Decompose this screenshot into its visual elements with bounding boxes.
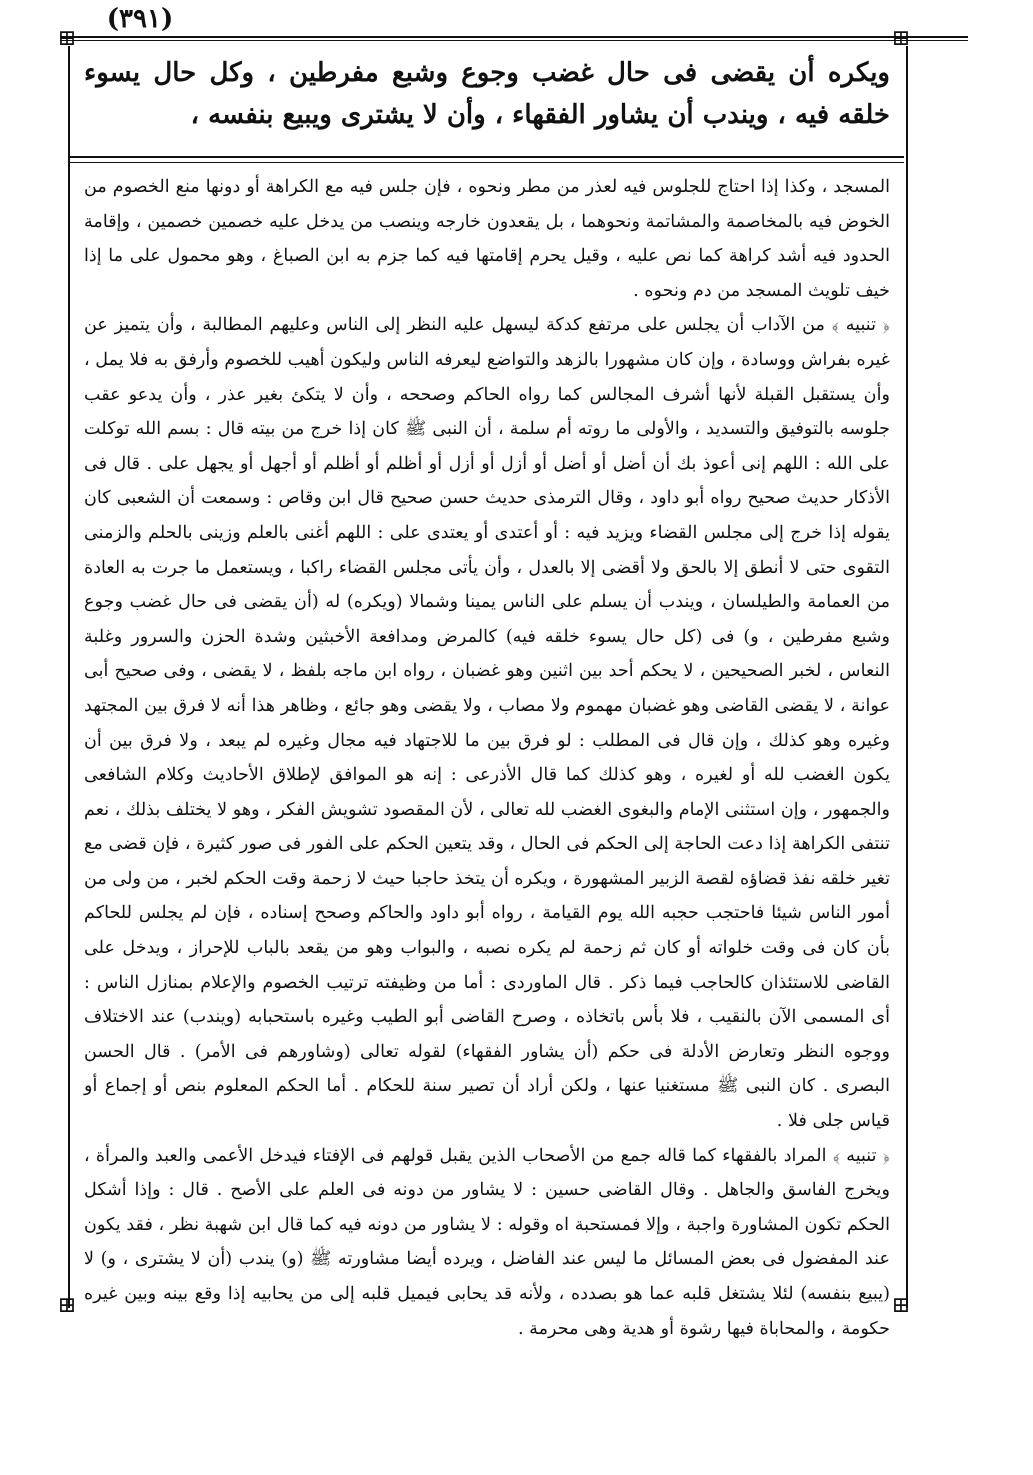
page-number: (٣٩١) [106, 4, 174, 34]
corner-ornament-icon: ⊞ [891, 26, 911, 51]
section-separator [70, 156, 904, 158]
commentary-text [84, 170, 890, 1339]
top-rule-inner [60, 40, 968, 41]
top-rule [60, 36, 968, 38]
corner-ornament-icon: ⊞ [57, 26, 77, 51]
commentary-paragraph: ﴿ تنبيه ﴾ من الآداب أن يجلس على مرتفع كدكة ليسهل عليه النظر إلى الناس وعليهم المطالبة ، وأن يتميز عن غيره بفراش ووسادة ، وإن كان مشهورا بالزهد والتواضع ليعرفه الناس وليكون أهيب للخصوم وأرفق به فلا يمل ، وأن يستقبل القبلة لأنها أشرف المجالس كما رواه الحاكم وصححه ، وأن لا يتكئ بغير عذر ، وأن يدعو عقب جلوسه بالتوفيق والتسديد ، والأولى ما روته أم سلمة ، أن النبى ﷺ كان إذا خرج من بيته قال : بسم الله توكلت على الله : اللهم إنى أعوذ بك أن أضل أو أضل أو أزل أو أزل أو أظلم أو أظلم أو أجهل أو يجهل على . قال فى الأذكار حديث صحيح رواه أبو داود ، وقال الترمذى حديث حسن صحيح قال ابن وقاص : وسمعت أن الشعبى كان يقوله إذا خرج إلى مجلس القضاء ويزيد فيه : أو أعتدى أو يعتدى على : اللهم أغنى بالعلم وزينى بالحلم والزمنى التقوى حتى لا أنطق إلا بالحق ولا أقضى إلا بالعدل ، وأن يأتى مجلس القضاء راكبا ، ويستعمل ما جرت به العادة من العمامة والطيلسان ، ويندب أن يسلم على الناس يمينا وشمالا (ويكره) له (أن يقضى فى حال غضب وجوع وشبع مفرطين ، و) فى (كل حال يسوء خلقه فيه) كالمرض ومدافعة الأخبثين وشدة الحزن والسرور وغلبة النعاس ، لخبر الصحيحين ، لا يحكم أحد بين اثنين وهو غضبان ، رواه ابن ماجه بلفظ ، لا يقضى ، وفى صحيح أبى عوانة ، لا يقضى القاضى وهو غضبان مهموم ولا مصاب ، ولا يقضى وهو جائع ، وظاهر هذا أنه لا فرق بين المجتهد وغيره وهو كذلك ، وإن قال فى المطلب : لو فرق بين ما للاجتهاد فيه مجال وغيره لم يبعد ، ولا فرق بين أن يكون الغضب لله أو لغيره ، وهو كذلك كما قال الأذرعى : إنه هو الموافق لإطلاق الأحاديث وكلام الشافعى والجمهور ، وإن استثنى الإمام والبغوى الغضب لله تعالى ، لأن المقصود تشويش الفكر ، وهو لا يختلف بذلك ، نعم تنتفى الكراهة إذا دعت الحاجة إلى الحكم فى الحال ، وقد يتعين الحكم على الفور فى صور كثيرة ، فإن قضى مع تغير خلقه نفذ قضاؤه لقصة الزبير المشهورة ، ويكره أن يتخذ حاجبا حيث لا زحمة وقت الحكم لخبر ، من ولى من أمور الناس شيئا فاحتجب حجبه الله يوم القيامة ، رواه أبو داود والحاكم وصحح إسناده ، فإن لم يجلس للحاكم بأن كان فى وقت خلواته أو كان ثم زحمة لم يكره نصبه ، والبواب وهو من يقعد بالباب للإحراز ، ويدخل على القاضى للاستئذان كالحاجب فيما ذكر . قال الماوردى : أما من وظيفته ترتيب الخصوم والإعلام بمنازل الناس : أى المسمى الآن بالنقيب ، فلا بأس باتخاذه ، وصرح القاضى أبو الطيب وغيره باستحبابه (ويندب) عند الاختلاف ووجوه النظر وتعارض الأدلة فى حكم (أن يشاور الفقهاء) لقوله تعالى (وشاورهم فى الأمر) . قال الحسن البصرى . كان النبى ﷺ مستغنيا عنها ، ولكن أراد أن تصير سنة للحكام . أما الحكم المعلوم بنص أو إجماع أو قياس جلى فلا . [84, 315, 890, 1132]
matn-paragraph: ويكره أن يقضى فى حال غضب وجوع وشبع مفرطين ، وكل حال يسوء خلقه فيه ، ويندب أن يشاور الفقهاء ، وأن لا يشترى ويبيع بنفسه ، [84, 58, 890, 130]
matn-text [84, 52, 890, 148]
commentary-paragraph: المسجد ، وكذا إذا احتاج للجلوس فيه لعذر من مطر ونحوه ، فإن جلس فيه مع الكراهة أو دونها منع الخصوم من الخوض فيه بالمخاصمة والمشاتمة ونحوهما ، بل يقعدون خارجه وينصب من يدخل عليه خصمين خصمين ، وإقامة الحدود فيه أشد كراهة كما نص عليه ، وقيل يحرم إقامتها فيه كما جزم به ابن الصباغ ، وهو محمول على ما إذا خيف تلويث المسجد من دم ونحوه . [84, 177, 890, 301]
corner-ornament-icon: ⊞ [57, 1293, 77, 1318]
commentary-paragraph: ﴿ تنبيه ﴾ المراد بالفقهاء كما قاله جمع من الأصحاب الذين يقبل قولهم فى الإفتاء فيدخل الأعمى والعبد والمرأة ، ويخرج الفاسق والجاهل . وقال القاضى حسين : لا يشاور من دونه فى العلم على الأصح . قال : وإذا أشكل الحكم تكون المشاورة واجبة ، وإلا فمستحبة اه وقوله : لا يشاور من دونه فيه كما قال ابن شهبة نظر ، فقد يكون عند المفضول فى بعض المسائل ما ليس عند الفاضل ، ويرده أيضا مشاورته ﷺ (و) يندب (أن لا يشترى ، و) لا (يبيع بنفسه) لئلا يشتغل قلبه عما هو بصدده ، ولأنه قد يحابى فيميل قلبه إلى من يحابيه إذا وقع بينه وبين غيره حكومة ، والمحاباة فيها رشوة أو هدية وهى محرمة . [84, 1145, 890, 1339]
section-separator-inner [70, 162, 904, 163]
corner-ornament-icon: ⊞ [891, 1293, 911, 1318]
